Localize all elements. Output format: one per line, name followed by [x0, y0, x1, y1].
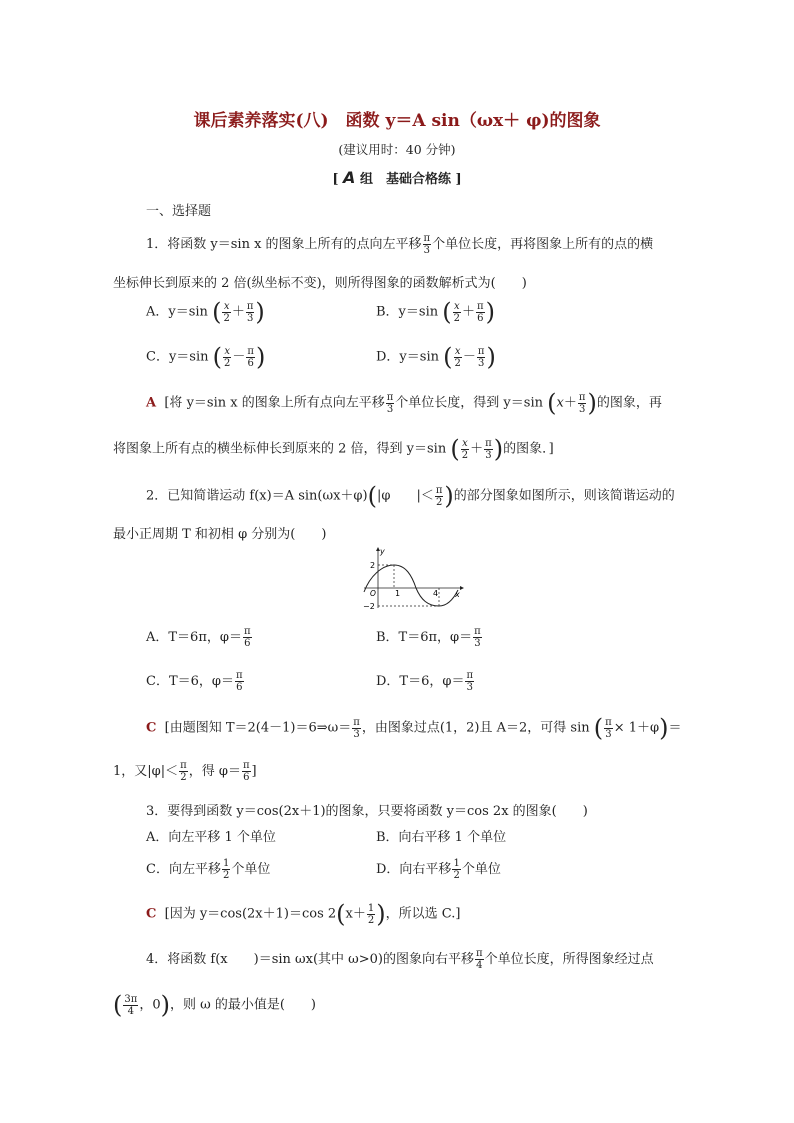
answer-text: 的图象．]	[503, 441, 554, 457]
answer-text: × 1＋φ	[613, 720, 660, 736]
answer-text: 的图象，再	[596, 395, 662, 411]
numerator: π	[236, 670, 243, 681]
answer-text: ＝	[668, 720, 682, 736]
answer-text: 个单位长度，得到 y＝sin	[395, 395, 543, 411]
q1-line1	[146, 233, 653, 256]
numerator: π	[353, 716, 360, 728]
q3-option-b: B．向右平移 1 个单位	[376, 830, 507, 845]
answer-text: 1，又|φ|＜	[113, 764, 179, 779]
numerator: x	[223, 300, 230, 312]
option-label: C．y＝sin	[146, 349, 209, 365]
q3-option-a: A．向左平移 1 个单位	[146, 830, 276, 845]
denominator: 6	[243, 772, 250, 783]
numerator: 1	[367, 902, 375, 914]
fraction	[604, 717, 613, 740]
numerator: 1	[453, 858, 460, 869]
operator: －	[462, 349, 476, 365]
q2-option-b	[376, 626, 483, 649]
option-label: D．y＝sin	[376, 349, 439, 365]
q4-text: ，0	[139, 997, 161, 1013]
fraction	[246, 301, 255, 324]
q2-line2: 最小正周期 T 和初相 φ 分别为( )	[113, 527, 327, 542]
answer-text: x＋	[345, 906, 366, 922]
fraction	[386, 392, 395, 415]
q1-text-a: 1．将函数 y＝sin x 的图象上所有的点向左平移	[146, 237, 422, 252]
q2-answer-line1: C [由题图知 T＝2(4－1)＝6⇒ω＝ $\frac{\pi}{3}$ ，由图象过点(1，2)且 A＝2，可得 sin ( $\frac{\pi}{3}$ × 1＋φ)＝	[146, 714, 682, 742]
answer-text: [因为 y＝cos(2x＋1)＝cos 2	[164, 906, 337, 922]
option-label: A．T＝6π，φ＝	[146, 630, 242, 645]
option-text: 个单位	[231, 862, 271, 877]
numerator: π	[477, 345, 485, 357]
q3-option-c	[146, 858, 270, 881]
denominator: 2	[454, 357, 461, 369]
option-label: B．T＝6π，φ＝	[376, 630, 473, 645]
denominator: 3	[466, 682, 473, 693]
denominator: 2	[223, 312, 230, 324]
q4-text: 个单位长度，所得图象经过点	[484, 952, 654, 967]
answer-text: ，得 φ＝	[188, 764, 241, 779]
answer-text: ，由图象过点(1，2)且 A＝2，可得 sin	[361, 720, 590, 736]
fraction	[477, 346, 486, 369]
numerator: π	[485, 437, 492, 449]
y-label: y	[380, 547, 385, 556]
q3-line1: 3．要得到函数 y＝cos(2x＋1)的图象，只要将函数 y＝cos 2x 的图象( )	[146, 804, 588, 819]
denominator: 3	[246, 312, 254, 324]
tick-4: 4	[433, 589, 439, 598]
fraction	[222, 301, 230, 324]
fraction	[453, 301, 461, 324]
numerator: π	[477, 300, 484, 312]
answer-text: ，所以选 C.]	[385, 906, 461, 922]
q2-option-c	[146, 670, 245, 693]
numerator: 1	[222, 858, 230, 869]
numerator: x	[224, 345, 231, 357]
denominator: 3	[485, 449, 492, 461]
numerator: π	[386, 391, 394, 403]
denominator: 3	[578, 403, 586, 415]
denominator: 2	[180, 772, 187, 783]
q4-text: 4．将函数 f(x )＝sin ωx(其中 ω>0)的图象向右平移	[146, 952, 474, 967]
section-heading: 一、选择题	[146, 204, 212, 219]
group-bracket-right: ]	[455, 172, 462, 187]
option-label: A．y＝sin	[146, 304, 208, 320]
fraction	[222, 858, 230, 881]
fraction	[235, 670, 244, 693]
option-text: 个单位	[461, 862, 501, 877]
denominator: 2	[222, 870, 230, 881]
denominator: 2	[453, 312, 460, 324]
q1-text-b: 个单位长度，再将图象上所有的点的横	[432, 237, 654, 252]
fraction	[476, 301, 485, 324]
operator: ＋	[470, 441, 484, 457]
numerator: x	[453, 300, 460, 312]
fraction	[242, 760, 251, 783]
numerator: x	[462, 437, 468, 449]
answer-letter: C	[146, 720, 157, 736]
group-bracket-left: [	[332, 172, 339, 187]
numerator: π	[466, 670, 474, 681]
x-axis-arrow	[460, 586, 464, 590]
q1-option-b: B．y＝sin ( $\frac{x}{2}$ ＋ $\frac{\pi}{6}$ )	[376, 298, 495, 326]
denominator: 3	[353, 728, 360, 740]
fraction	[475, 948, 484, 971]
operator: ＋	[563, 395, 577, 411]
tick-2: 2	[370, 561, 376, 570]
fraction	[246, 346, 255, 369]
fraction	[179, 760, 188, 783]
q2-text: 的部分图象如图所示，则该简谐运动的	[453, 488, 675, 504]
option-label: C．T＝6，φ＝	[146, 674, 234, 689]
numerator: π	[242, 760, 250, 771]
fraction	[578, 392, 587, 415]
fraction	[484, 438, 493, 461]
denominator: 2	[453, 870, 460, 881]
q2-answer-line2	[113, 760, 257, 783]
denominator: 2	[435, 496, 443, 508]
numerator: π	[243, 626, 251, 637]
denominator: 3	[474, 638, 481, 649]
numerator: π	[474, 626, 481, 637]
group-letter: A	[343, 168, 356, 187]
q1-option-a: A．y＝sin ( $\frac{x}{2}$ ＋ $\frac{\pi}{3}$ )	[146, 298, 265, 326]
suggested-time: (建议用时：40 分钟)	[338, 142, 456, 157]
numerator: π	[435, 484, 443, 496]
q4-text: ，则 ω 的最小值是( )	[169, 997, 316, 1013]
fraction	[123, 994, 138, 1017]
denominator: 4	[476, 960, 483, 971]
option-label: D．向右平移	[376, 862, 452, 877]
denominator: 6	[236, 682, 243, 693]
fraction	[223, 346, 231, 369]
fraction	[367, 903, 375, 926]
answer-text: [由题图知 T＝2(4－1)＝6⇒ω＝	[164, 720, 352, 736]
answer-text: ]	[251, 764, 257, 779]
denominator: 6	[244, 638, 251, 649]
origin-label: O	[370, 589, 376, 598]
x-label: x	[455, 590, 460, 599]
q2-option-a	[146, 626, 253, 649]
denominator: 3	[386, 403, 394, 415]
q2-line1: 2．已知简谐运动 f(x)＝A sin(ωx＋φ)(|φ |＜ $\frac{\pi}{2}$ )的部分图象如图所示，则该简谐运动的	[146, 482, 675, 510]
group-heading	[0, 168, 794, 187]
fraction	[465, 670, 474, 693]
q1-answer-line2: 将图象上所有点的横坐标伸长到原来的 2 倍，得到 y＝sin ( $\frac{x}{2}$ ＋ $\frac{\pi}{3}$ )的图象．]	[113, 435, 554, 463]
denominator: 2	[461, 449, 469, 461]
denominator: 2	[224, 357, 231, 369]
q1-option-c: C．y＝sin ( $\frac{x}{2}$ － $\frac{\pi}{6}$ )	[146, 343, 266, 371]
denominator: 2	[367, 914, 375, 926]
fraction	[243, 626, 252, 649]
q2-text: |φ |＜	[376, 488, 434, 504]
fraction	[352, 717, 361, 740]
numerator: 3π	[124, 993, 138, 1005]
numerator: π	[247, 345, 254, 357]
denominator: 3	[423, 245, 431, 256]
numerator: π	[180, 760, 187, 771]
numerator: π	[246, 300, 254, 312]
operator: －	[232, 349, 246, 365]
q1-option-d: D．y＝sin ( $\frac{x}{2}$ － $\frac{\pi}{3}$ )	[376, 343, 496, 371]
q3-option-d	[376, 858, 501, 881]
fraction	[454, 346, 462, 369]
answer-text: 将图象上所有点的横坐标伸长到原来的 2 倍，得到 y＝sin	[113, 441, 447, 457]
denominator: 3	[477, 357, 485, 369]
q1-line2: 坐标伸长到原来的 2 倍(纵坐标不变)，则所得图象的函数解析式为( )	[113, 276, 527, 291]
option-label: D．T＝6，φ＝	[376, 674, 465, 689]
tick-minus-2: −2	[363, 602, 375, 611]
q3-answer: C [因为 y＝cos(2x＋1)＝cos 2(x＋ $\frac{1}{2}$ )，所以选 C.]	[146, 900, 461, 928]
variable: x	[556, 395, 564, 411]
operator: ＋	[462, 304, 476, 320]
fraction	[461, 438, 469, 461]
numerator: π	[605, 716, 612, 728]
q2-option-d	[376, 670, 475, 693]
denominator: 3	[605, 728, 612, 740]
fraction	[423, 233, 432, 256]
q2-text: 2．已知简谐运动 f(x)＝A sin(ωx＋φ)	[146, 488, 368, 504]
sine-graph	[360, 546, 465, 612]
numerator: π	[423, 233, 431, 244]
fraction	[435, 485, 444, 508]
denominator: 6	[247, 357, 254, 369]
operator: ＋	[231, 304, 245, 320]
denominator: 4	[127, 1005, 135, 1017]
answer-letter: A	[146, 395, 157, 411]
page-title: 课后素养落实(八) 函数 y＝A sin（ωx＋ φ)的图象	[193, 111, 601, 131]
q4-line2: ( $\frac{3\pi}{4}$ ，0)，则 ω 的最小值是( )	[113, 991, 316, 1019]
numerator: x	[454, 345, 461, 357]
denominator: 6	[477, 312, 484, 324]
fraction	[452, 858, 460, 881]
fraction	[473, 626, 482, 649]
tick-1: 1	[395, 589, 401, 598]
answer-text: [将 y＝sin x 的图象上所有点向左平移	[164, 395, 385, 411]
group-label: 组 基础合格练	[359, 172, 451, 187]
option-label: C．向左平移	[146, 862, 221, 877]
answer-letter: C	[146, 906, 157, 922]
q4-line1	[146, 948, 654, 971]
q1-answer-line1: A [将 y＝sin x 的图象上所有点向左平移 $\frac{\pi}{3}$ 个单位长度，得到 y＝sin (x＋ $\frac{\pi}{3}$ )的图象，再	[146, 389, 662, 417]
numerator: π	[578, 391, 586, 403]
option-label: B．y＝sin	[376, 304, 439, 320]
numerator: π	[476, 948, 483, 959]
